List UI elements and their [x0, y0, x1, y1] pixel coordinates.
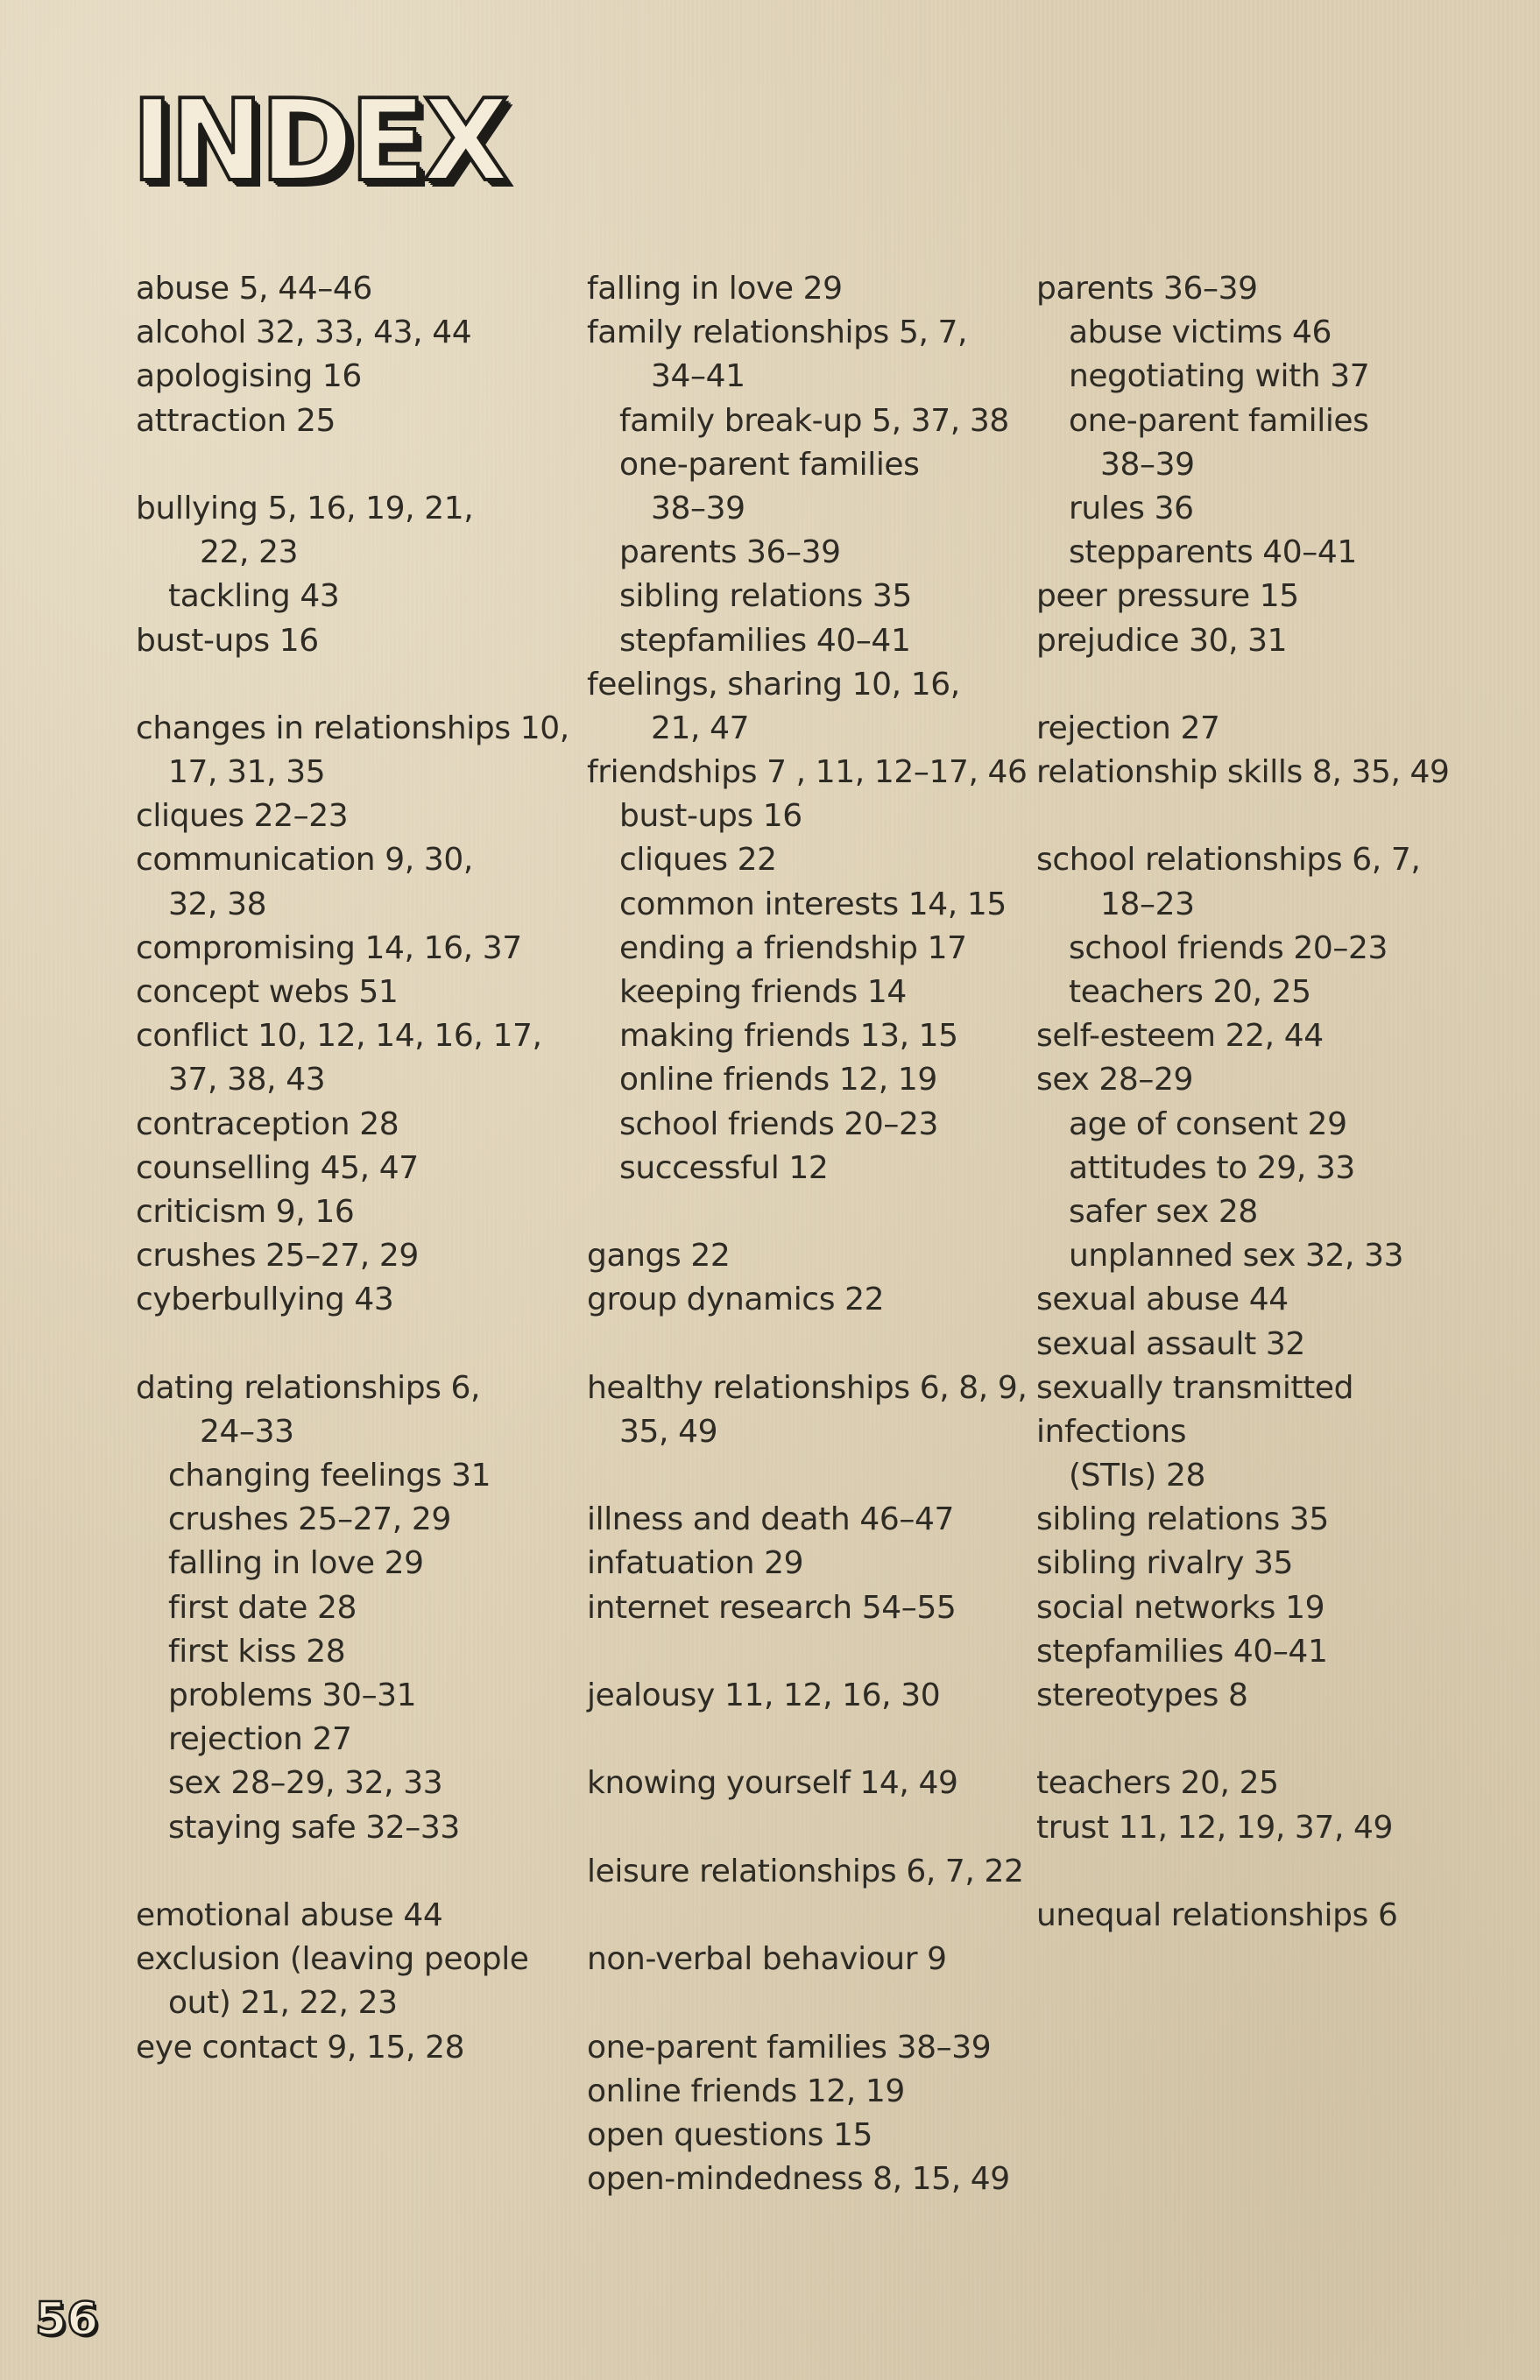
- index-subentry: online friends 12, 19: [619, 1062, 937, 1098]
- index-entry: online friends 12, 19: [587, 2073, 905, 2109]
- index-entry: feelings, sharing 10, 16,: [587, 666, 960, 703]
- index-entry: one-parent families 38–39: [587, 2029, 992, 2066]
- index-subentry: falling in love 29: [168, 1545, 424, 1582]
- index-entry: knowing yourself 14, 49: [587, 1765, 958, 1802]
- section-gap: [587, 1718, 1028, 1762]
- index-entry: trust 11, 12, 19, 37, 49: [1036, 1809, 1394, 1846]
- page-title: INDEX: [131, 76, 506, 207]
- index-entry: sexually transmitted: [1036, 1369, 1354, 1406]
- section-gap: [587, 1806, 1028, 1850]
- index-subentry: 18–23: [1100, 886, 1195, 922]
- index-subentry: one-parent families: [619, 446, 920, 483]
- section-gap: [1036, 1850, 1450, 1894]
- index-subentry: first date 28: [168, 1589, 357, 1626]
- index-entry: healthy relationships 6, 8, 9,: [587, 1369, 1028, 1406]
- index-entry: communication 9, 30,: [136, 842, 473, 879]
- index-entry: counselling 45, 47: [136, 1149, 419, 1186]
- index-column-2: [587, 267, 1028, 2201]
- index-subentry: sibling relations 35: [619, 578, 912, 615]
- index-subentry: school friends 20–23: [1069, 929, 1388, 966]
- section-gap: [136, 1850, 569, 1894]
- index-entry: non-verbal behaviour 9: [587, 1941, 947, 1978]
- section-gap: [587, 1190, 1028, 1234]
- index-entry: dating relationships 6,: [136, 1369, 481, 1406]
- index-entry: open-mindedness 8, 15, 49: [587, 2161, 1010, 2198]
- index-entry: crushes 25–27, 29: [136, 1238, 419, 1275]
- index-subentry: unplanned sex 32, 33: [1069, 1238, 1404, 1275]
- index-entry: sibling relations 35: [1036, 1501, 1329, 1538]
- index-subentry: 34–41: [651, 358, 745, 395]
- index-entry: contraception 28: [136, 1105, 399, 1142]
- index-subentry: negotiating with 37: [1069, 358, 1370, 395]
- index-subentry: school friends 20–23: [619, 1105, 938, 1142]
- index-subentry: family break-up 5, 37, 38: [619, 402, 1009, 439]
- index-subentry: one-parent families: [1069, 402, 1369, 439]
- index-entry: apologising 16: [136, 358, 362, 395]
- index-entry: sibling rivalry 35: [1036, 1545, 1294, 1582]
- index-subentry: teachers 20, 25: [1069, 974, 1311, 1010]
- section-gap: [1036, 663, 1450, 707]
- page-number: 56: [35, 2293, 99, 2346]
- index-subentry: out) 21, 22, 23: [168, 1985, 398, 2022]
- index-entry: cyberbullying 43: [136, 1282, 394, 1318]
- index-entry: criticism 9, 16: [136, 1193, 355, 1230]
- index-entry: teachers 20, 25: [1036, 1765, 1279, 1802]
- index-subentry: 24–33: [200, 1413, 294, 1450]
- index-subentry: ending a friendship 17: [619, 929, 967, 966]
- index-entry: infections: [1036, 1413, 1187, 1450]
- index-entry: sexual abuse 44: [1036, 1282, 1289, 1318]
- index-column-1: [136, 267, 569, 2070]
- index-entry: internet research 54–55: [587, 1589, 957, 1626]
- index-subentry: problems 30–31: [168, 1677, 417, 1713]
- index-entry: attraction 25: [136, 402, 336, 439]
- index-entry: alcohol 32, 33, 43, 44: [136, 314, 472, 351]
- index-subentry: tackling 43: [168, 578, 340, 615]
- index-entry: falling in love 29: [587, 271, 843, 307]
- index-subentry: successful 12: [619, 1149, 829, 1186]
- index-entry: abuse 5, 44–46: [136, 271, 372, 307]
- index-entry: sexual assault 32: [1036, 1325, 1305, 1362]
- index-entry: open questions 15: [587, 2116, 873, 2153]
- section-gap: [587, 1630, 1028, 1674]
- index-subentry: 38–39: [651, 490, 745, 526]
- index-entry: sex 28–29: [1036, 1062, 1194, 1098]
- index-subentry: staying safe 32–33: [168, 1809, 460, 1846]
- index-entry: illness and death 46–47: [587, 1501, 954, 1538]
- index-entry: parents 36–39: [1036, 271, 1258, 307]
- index-subentry: keeping friends 14: [619, 974, 907, 1010]
- section-gap: [587, 1323, 1028, 1367]
- index-entry: exclusion (leaving people: [136, 1941, 529, 1978]
- index-entry: rejection 27: [1036, 710, 1220, 746]
- index-entry: self-esteem 22, 44: [1036, 1018, 1324, 1055]
- index-column-3: [1036, 267, 1450, 1938]
- index-entry: relationship skills 8, 35, 49: [1036, 754, 1450, 791]
- section-gap: [136, 443, 569, 487]
- index-entry: emotional abuse 44: [136, 1896, 443, 1933]
- section-gap: [587, 1981, 1028, 2025]
- index-subentry: safer sex 28: [1069, 1193, 1258, 1230]
- index-subentry: 37, 38, 43: [168, 1062, 326, 1098]
- index-entry: friendships 7 , 11, 12–17, 46: [587, 754, 1028, 791]
- index-subentry: cliques 22: [619, 842, 777, 879]
- index-entry: gangs 22: [587, 1238, 731, 1275]
- index-entry: stepfamilies 40–41: [1036, 1633, 1328, 1670]
- index-entry: bullying 5, 16, 19, 21,: [136, 490, 474, 526]
- index-entry: leisure relationships 6, 7, 22: [587, 1853, 1024, 1889]
- section-gap: [587, 1894, 1028, 1938]
- index-subentry: making friends 13, 15: [619, 1018, 958, 1055]
- index-entry: group dynamics 22: [587, 1282, 885, 1318]
- index-subentry: rules 36: [1069, 490, 1194, 526]
- index-entry: eye contact 9, 15, 28: [136, 2029, 465, 2066]
- index-entry: infatuation 29: [587, 1545, 804, 1582]
- index-entry: changes in relationships 10,: [136, 710, 569, 746]
- index-subentry: abuse victims 46: [1069, 314, 1332, 351]
- index-subentry: changing feelings 31: [168, 1458, 491, 1494]
- index-subentry: age of consent 29: [1069, 1105, 1347, 1142]
- index-entry: peer pressure 15: [1036, 578, 1299, 615]
- index-subentry: attitudes to 29, 33: [1069, 1149, 1355, 1186]
- index-entry: school relationships 6, 7,: [1036, 842, 1421, 879]
- index-entry: unequal relationships 6: [1036, 1896, 1398, 1933]
- index-subentry: stepparents 40–41: [1069, 534, 1357, 571]
- section-gap: [136, 1323, 569, 1367]
- index-entry: cliques 22–23: [136, 798, 349, 835]
- index-subentry: 17, 31, 35: [168, 754, 326, 791]
- index-entry: conflict 10, 12, 14, 16, 17,: [136, 1018, 542, 1055]
- index-subentry: (STIs) 28: [1069, 1458, 1205, 1494]
- index-subentry: 35, 49: [619, 1413, 718, 1450]
- index-subentry: rejection 27: [168, 1721, 352, 1758]
- index-entry: jealousy 11, 12, 16, 30: [587, 1677, 941, 1713]
- index-entry: stereotypes 8: [1036, 1677, 1248, 1713]
- index-subentry: parents 36–39: [619, 534, 841, 571]
- index-subentry: 38–39: [1100, 446, 1195, 483]
- section-gap: [136, 663, 569, 707]
- section-gap: [587, 1454, 1028, 1498]
- index-entry: compromising 14, 16, 37: [136, 929, 522, 966]
- index-subentry: stepfamilies 40–41: [619, 622, 911, 659]
- index-entry: social networks 19: [1036, 1589, 1325, 1626]
- index-subentry: common interests 14, 15: [619, 886, 1007, 922]
- index-entry: concept webs 51: [136, 974, 399, 1010]
- index-subentry: 32, 38: [168, 886, 267, 922]
- index-subentry: bust-ups 16: [619, 798, 802, 835]
- section-gap: [1036, 1718, 1450, 1762]
- index-subentry: 21, 47: [651, 710, 750, 746]
- index-entry: bust-ups 16: [136, 622, 319, 659]
- index-entry: prejudice 30, 31: [1036, 622, 1288, 659]
- index-subentry: 22, 23: [200, 534, 299, 571]
- index-subentry: crushes 25–27, 29: [168, 1501, 451, 1538]
- index-subentry: sex 28–29, 32, 33: [168, 1765, 443, 1802]
- section-gap: [1036, 795, 1450, 838]
- index-entry: family relationships 5, 7,: [587, 314, 968, 351]
- index-subentry: first kiss 28: [168, 1633, 346, 1670]
